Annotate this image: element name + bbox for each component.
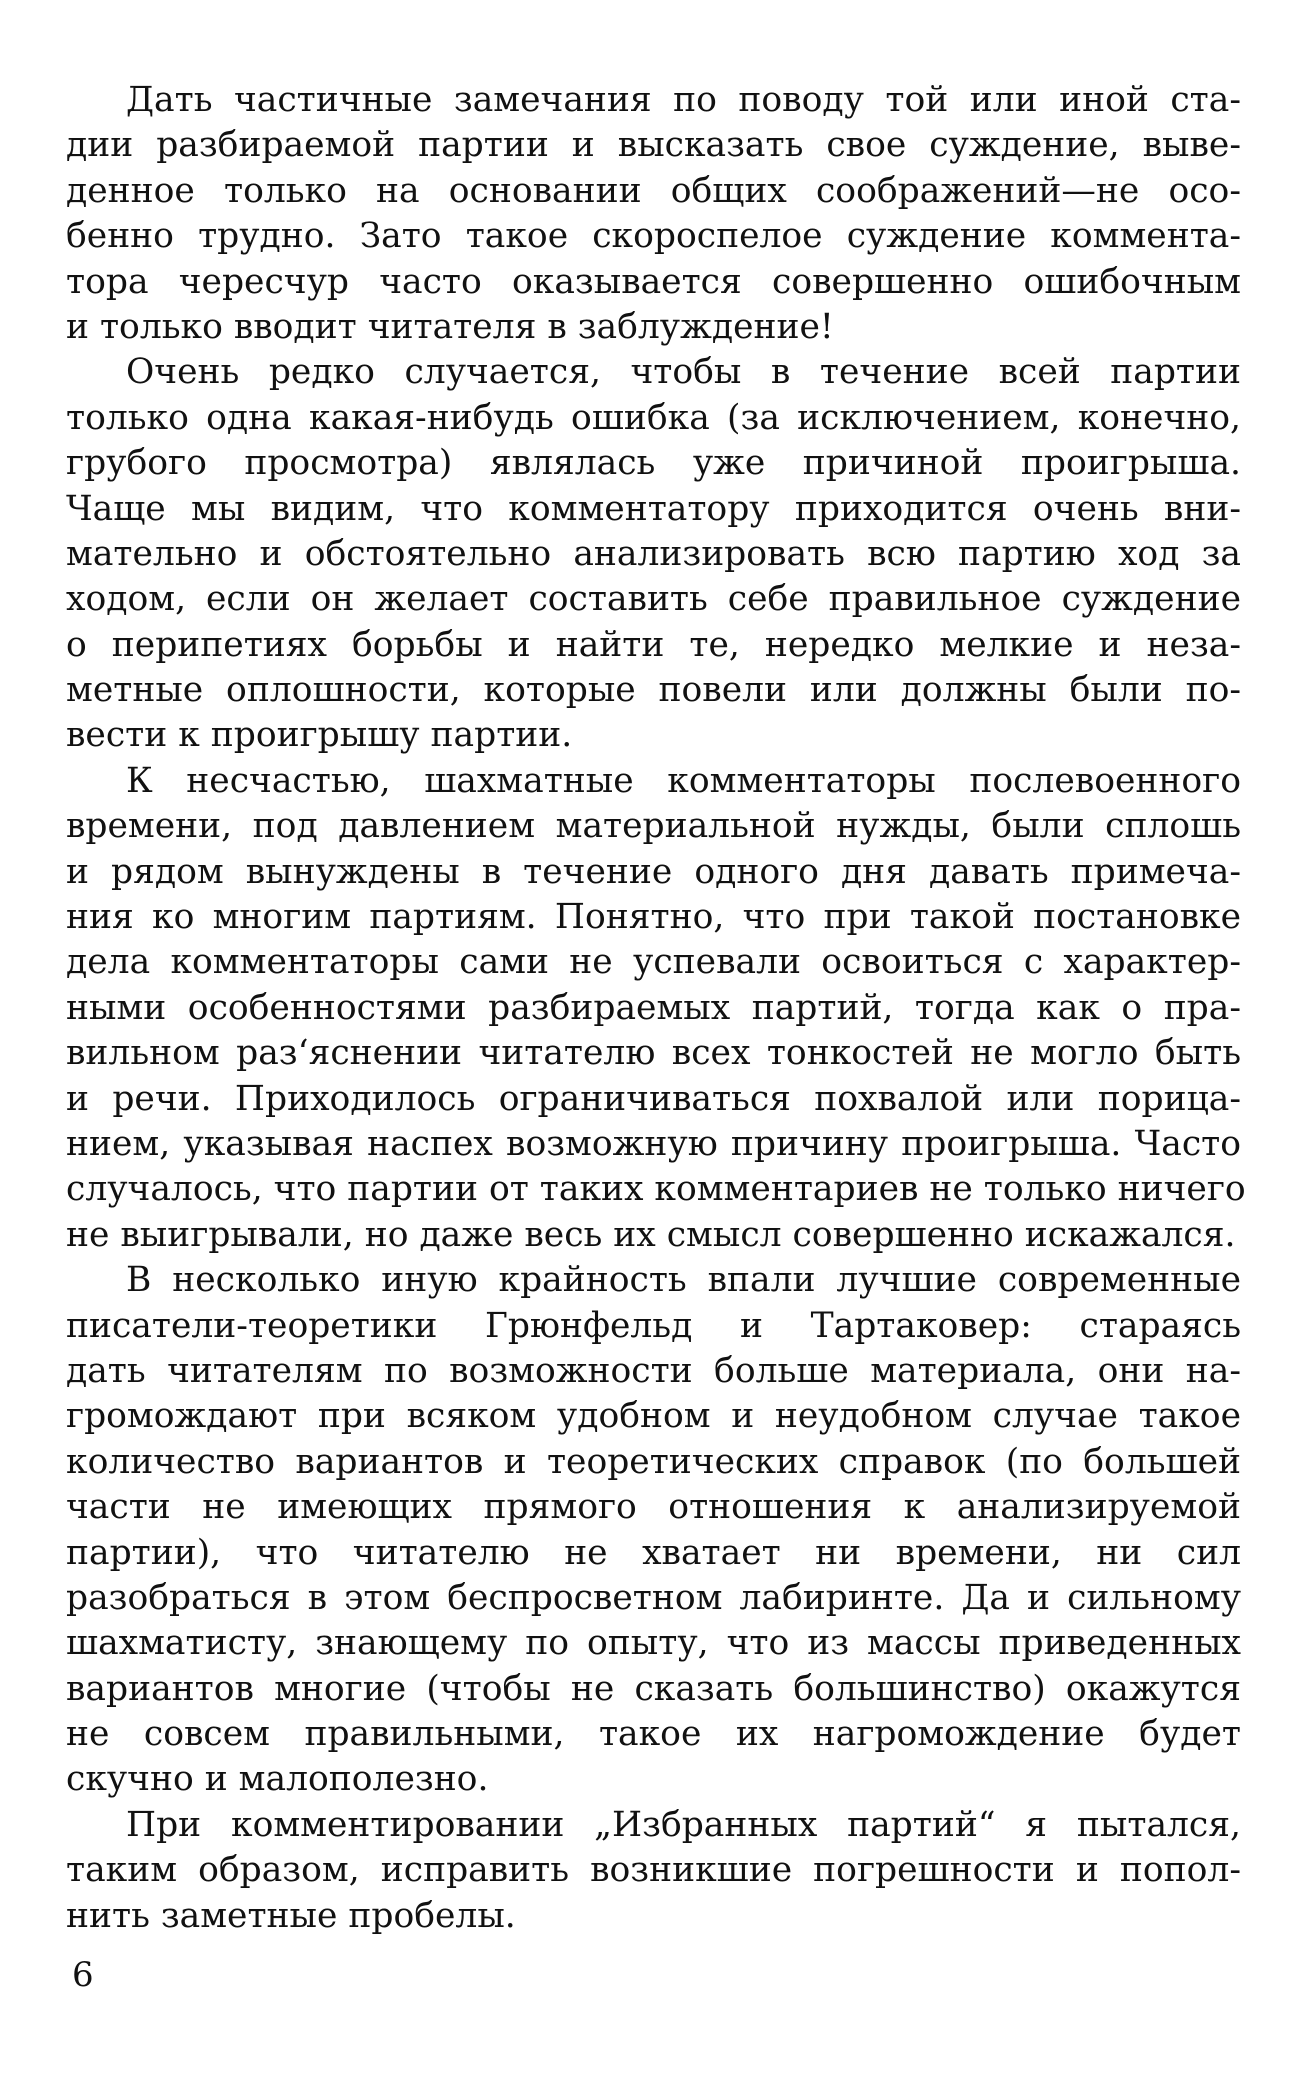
paragraph-1 [66,78,1241,350]
text-line: мательно и обстоятельно анализировать всю партию ход за [66,533,1241,574]
paragraph-3 [66,759,1246,1258]
text-line: нить заметные пробелы. [66,1895,516,1936]
text-line: не совсем правильными, такое их нагромождение будет [66,1714,1241,1755]
text-line: метные оплошности, которые повели или должны были по- [66,670,1241,711]
text-line: только одна какая-нибудь ошибка (за исключением, конечно, [66,397,1241,438]
page-body [66,78,1246,1939]
text-line: В несколько иную крайность впали лучшие современные [126,1260,1241,1301]
text-line: нием, указывая наспех возможную причину проигрыша. Часто [66,1123,1241,1164]
text-line: грубого просмотра) являлась уже причиной проигрыша. [66,443,1241,484]
text-line: вильном раз‘яснении читателю всех тонкостей не могло быть [66,1033,1241,1074]
text-line: разобраться в этом беспросветном лабиринте. Да и сильному [66,1577,1241,1618]
text-line: К несчастью, шахматные комментаторы послевоенного [126,760,1241,801]
paragraph-4 [66,1258,1241,1803]
text-line: Дать частичные замечания по поводу той или иной ста- [126,80,1241,120]
text-line: и только вводит читателя в заблуждение! [66,306,834,347]
text-line: писатели-теоретики Грюнфельд и Тартаковер: стараясь [66,1305,1241,1346]
text-line: партии), что читателю не хватает ни времени, ни сил [66,1532,1241,1573]
text-line: шахматисту, знающему по опыту, что из массы приведенных [66,1623,1241,1664]
text-line: скучно и малополезно. [66,1759,489,1800]
text-line: Очень редко случается, чтобы в течение всей партии [126,352,1241,393]
text-line: дать читателям по возможности больше материала, они на- [66,1350,1241,1391]
text-line: количество вариантов и теоретических справок (по большей [66,1441,1241,1482]
page-number: 6 [72,1955,94,1995]
text-line: дела комментаторы сами не успевали освоиться с характер- [66,942,1241,983]
text-line: не выигрывали, но даже весь их смысл совершенно искажался. [66,1214,1236,1255]
text-line: и речи. Приходилось ограничиваться похвалой или порица- [66,1078,1241,1119]
text-line: части не имеющих прямого отношения к анализируемой [66,1487,1241,1528]
text-line: вариантов многие (чтобы не сказать большинство) окажутся [66,1668,1241,1709]
text-line: тора чересчур часто оказывается совершенно ошибочным [66,261,1241,302]
text-line: ния ко многим партиям. Понятно, что при такой постановке [66,897,1241,938]
text-line: случалось, что партии от таких комментариев не только ничего [66,1169,1246,1210]
text-line: дии разбираемой партии и высказать свое суждение, выве- [66,125,1241,166]
text-line: При комментировании „Избранных партий“ я пытался, [126,1804,1241,1845]
text-line: бенно трудно. Зато такое скороспелое суждение коммента- [66,216,1241,257]
text-line: громождают при всяком удобном и неудобном случае такое [66,1396,1241,1437]
text-line: ходом, если он желает составить себе правильное суждение [66,579,1241,620]
paragraph-5 [66,1803,1241,1939]
text-line: ными особенностями разбираемых партий, тогда как о пра- [66,987,1241,1028]
text-line: о перипетиях борьбы и найти те, нередко мелкие и неза- [66,624,1241,665]
text-line: таким образом, исправить возникшие погрешности и попол- [66,1850,1241,1891]
text-line: денное только на основании общих соображений—не осо- [66,170,1241,211]
text-line: времени, под давлением материальной нужды, были сплошь [66,806,1241,847]
text-line: Чаще мы видим, что комментатору приходится очень вни- [66,488,1241,529]
text-line: вести к проигрышу партии. [66,715,573,756]
paragraph-2 [66,350,1241,759]
text-line: и рядом вынуждены в течение одного дня давать примеча- [66,851,1241,892]
